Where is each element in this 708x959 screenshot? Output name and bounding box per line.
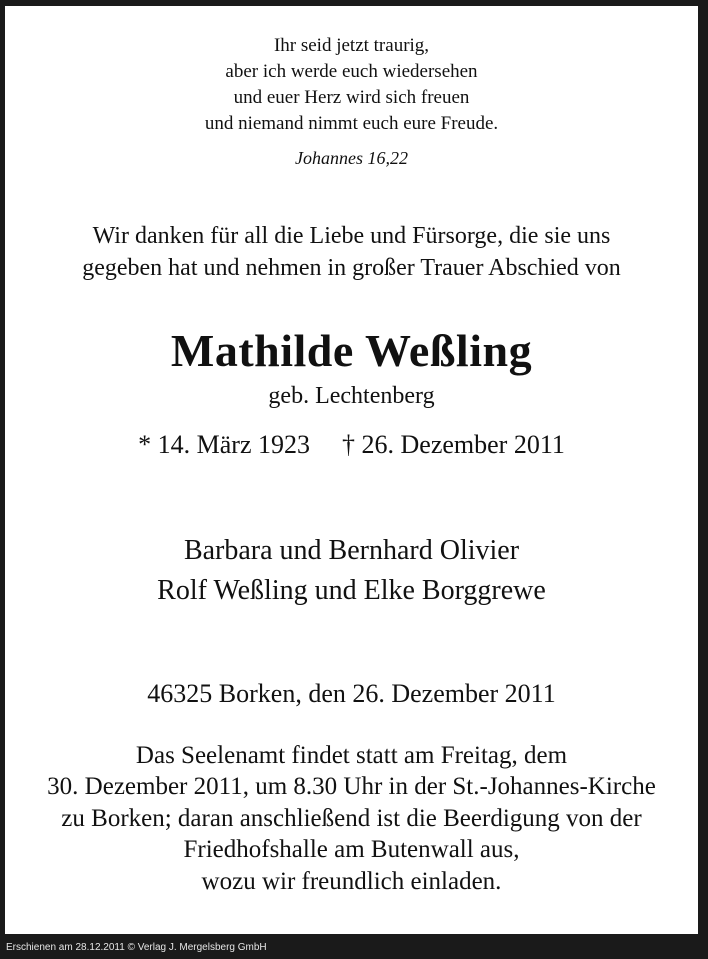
- verse-line: und niemand nimmt euch eure Freude.: [204, 113, 499, 134]
- service-line: wozu wir freundlich einladen.: [201, 868, 502, 895]
- birth-name: geb. Lechtenberg: [268, 383, 435, 409]
- service-line: 30. Dezember 2011, um 8.30 Uhr in der St.-Johannes-Kirche: [47, 773, 656, 800]
- family-line: Rolf Weßling und Elke Borggrewe: [157, 575, 546, 606]
- birth-date: * 14. März 1923: [138, 430, 310, 459]
- death-date: † 26. Dezember 2011: [342, 430, 565, 459]
- service-line: Friedhofshalle am Butenwall aus,: [183, 836, 520, 863]
- service-line: zu Borken; daran anschließend ist die Beerdigung von der: [61, 805, 642, 832]
- intro-line: Wir danken für all die Liebe und Fürsorge, die sie uns: [92, 223, 611, 249]
- life-dates: [5, 430, 698, 460]
- service-line: Das Seelenamt findet statt am Freitag, dem: [135, 742, 568, 769]
- verse-line: und euer Herz wird sich freuen: [233, 87, 470, 108]
- family-line: Barbara und Bernhard Olivier: [183, 535, 520, 566]
- deceased-name: Mathilde Weßling: [170, 325, 533, 376]
- intro-line: gegeben hat und nehmen in großer Trauer Abschied von: [82, 255, 621, 281]
- verse-line: Ihr seid jetzt traurig,: [273, 35, 430, 56]
- verse-line: aber ich werde euch wiedersehen: [225, 61, 478, 82]
- place-date: 46325 Borken, den 26. Dezember 2011: [147, 679, 556, 708]
- publication-note: Erschienen am 28.12.2011 © Verlag J. Mergelsberg GmbH: [6, 942, 267, 953]
- verse-citation: Johannes 16,22: [295, 148, 408, 168]
- obituary-notice: [5, 6, 698, 934]
